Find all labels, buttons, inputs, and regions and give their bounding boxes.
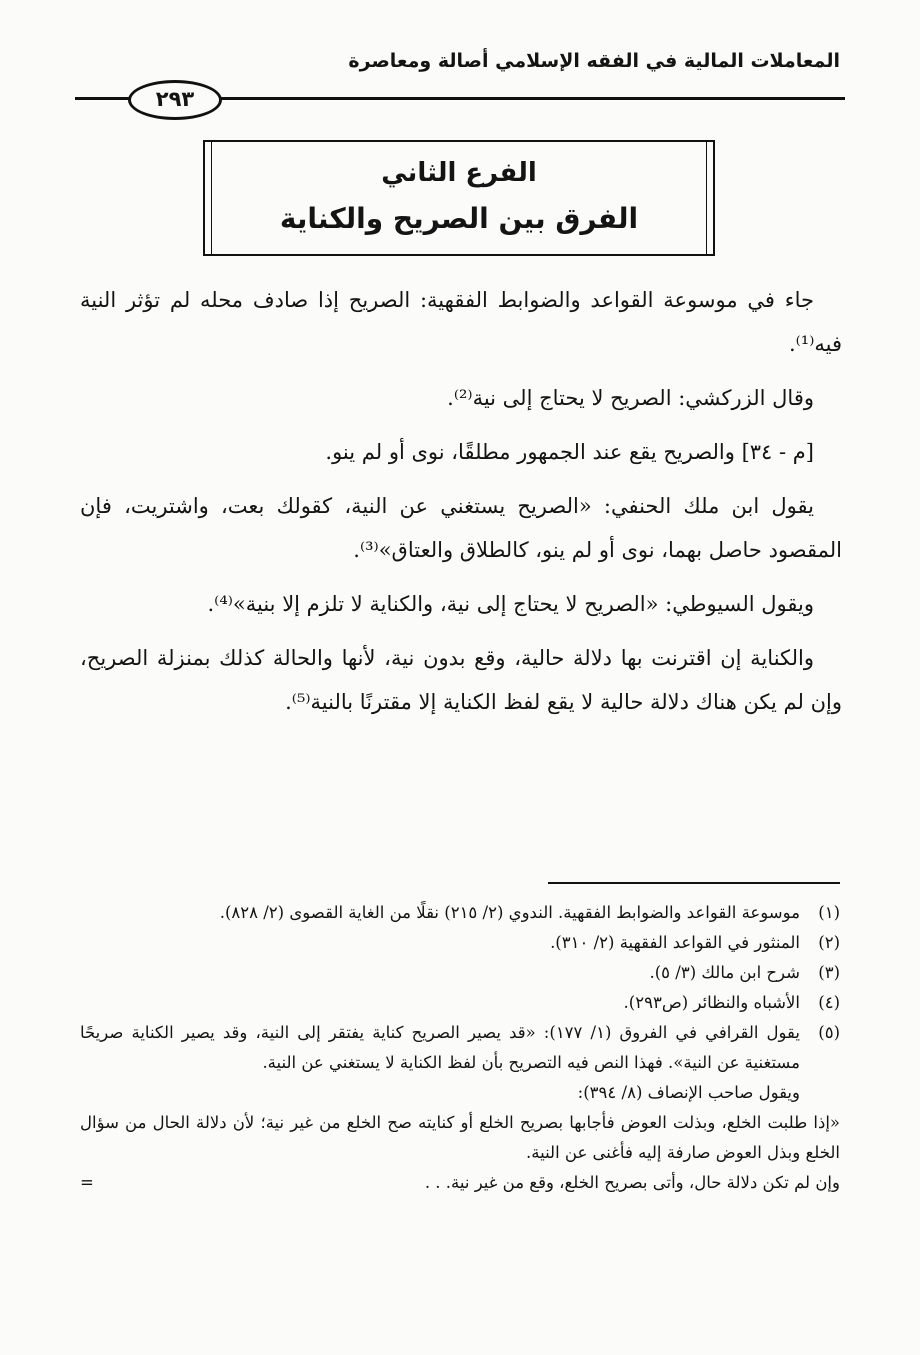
paragraph: جاء في موسوعة القواعد والضوابط الفقهية: الصريح إذا صادف محله لم تؤثر النية فيه⁽¹⁾.: [80, 288, 842, 356]
footnote: [80, 988, 840, 1018]
page-number: ٢٩٣: [128, 80, 222, 120]
paragraph: [م - ٣٤] والصريح يقع عند الجمهور مطلقًا، نوى أو لم ينو.: [325, 440, 814, 464]
footnotes: [80, 898, 840, 1198]
footnote-text: موسوعة القواعد والضوابط الفقهية. الندوي (٢/ ٢١٥) نقلًا من الغاية القصوى (٢/ ٨٢٨).: [219, 903, 800, 922]
section-title-box: [203, 140, 715, 256]
footnote-text: الأشباه والنظائر (ص٢٩٣).: [623, 993, 800, 1012]
section-title: الفرق بين الصريح والكناية: [279, 202, 639, 235]
footnote-number: (٢): [818, 933, 840, 952]
footnote-quote-block: [80, 1108, 840, 1198]
footnote-quote: وإن لم تكن دلالة حال، وأتى بصريح الخلع، وقع من غير نية. . .: [424, 1173, 840, 1192]
footnote-text: المنثور في القواعد الفقهية (٢/ ٣١٠).: [550, 933, 800, 952]
paragraph: وقال الزركشي: الصريح لا يحتاج إلى نية⁽²⁾.: [447, 386, 814, 410]
footnote-rule: [548, 882, 840, 884]
footnote: [80, 928, 840, 958]
footnote-number: (٣): [818, 963, 840, 982]
footnote-number: (١): [818, 903, 840, 922]
footnote-number: (٤): [818, 993, 840, 1012]
footnote: [80, 1018, 840, 1108]
section-label: الفرع الثاني: [381, 158, 537, 188]
running-title: المعاملات المالية في الفقه الإسلامي أصالة ومعاصرة: [348, 50, 840, 72]
footnote-quote: «إذا طلبت الخلع، وبذلت العوض فأجابها بصريح الخلع أو كنايته صح الخلع من غير نية؛ لأن دلالة الحال من سؤال الخلع وبذل العوض صارفة إليه فأغنى عن النية.: [80, 1113, 841, 1162]
footnote-text-line: ويقول صاحب الإنصاف (٨/ ٣٩٤):: [577, 1083, 800, 1102]
footnote: [80, 898, 840, 928]
body-text: [80, 278, 842, 734]
continuation-mark: =: [80, 1173, 94, 1192]
footnote-text: شرح ابن مالك (٣/ ٥).: [649, 963, 800, 982]
footnote: [80, 958, 840, 988]
paragraph: يقول ابن ملك الحنفي: «الصريح يستغني عن النية، كقولك بعت، واشتريت، فإن المقصود حاصل بهما، نوى أو لم ينو، كالطلاق والعتاق»⁽³⁾.: [80, 494, 842, 562]
footnote-number: (٥): [818, 1023, 840, 1042]
paragraph: ويقول السيوطي: «الصريح لا يحتاج إلى نية، والكناية لا تلزم إلا بنية»⁽⁴⁾.: [207, 592, 814, 616]
footnote-text: يقول القرافي في الفروق (١/ ١٧٧): «قد يصير الصريح كناية يفتقر إلى النية، وقد يصير الكناية صريحًا مستغنية عن النية». فهذا النص فيه التصريح بأن لفظ الكناية لا يستغني عن النية.: [80, 1023, 800, 1072]
paragraph: والكناية إن اقترنت بها دلالة حالية، وقع بدون نية، لأنها والحالة كذلك بمنزلة الصريح، وإن لم يكن هناك دلالة حالية لا يقع لفظ الكناية إلا مقترنًا بالنية⁽⁵⁾.: [80, 646, 842, 714]
